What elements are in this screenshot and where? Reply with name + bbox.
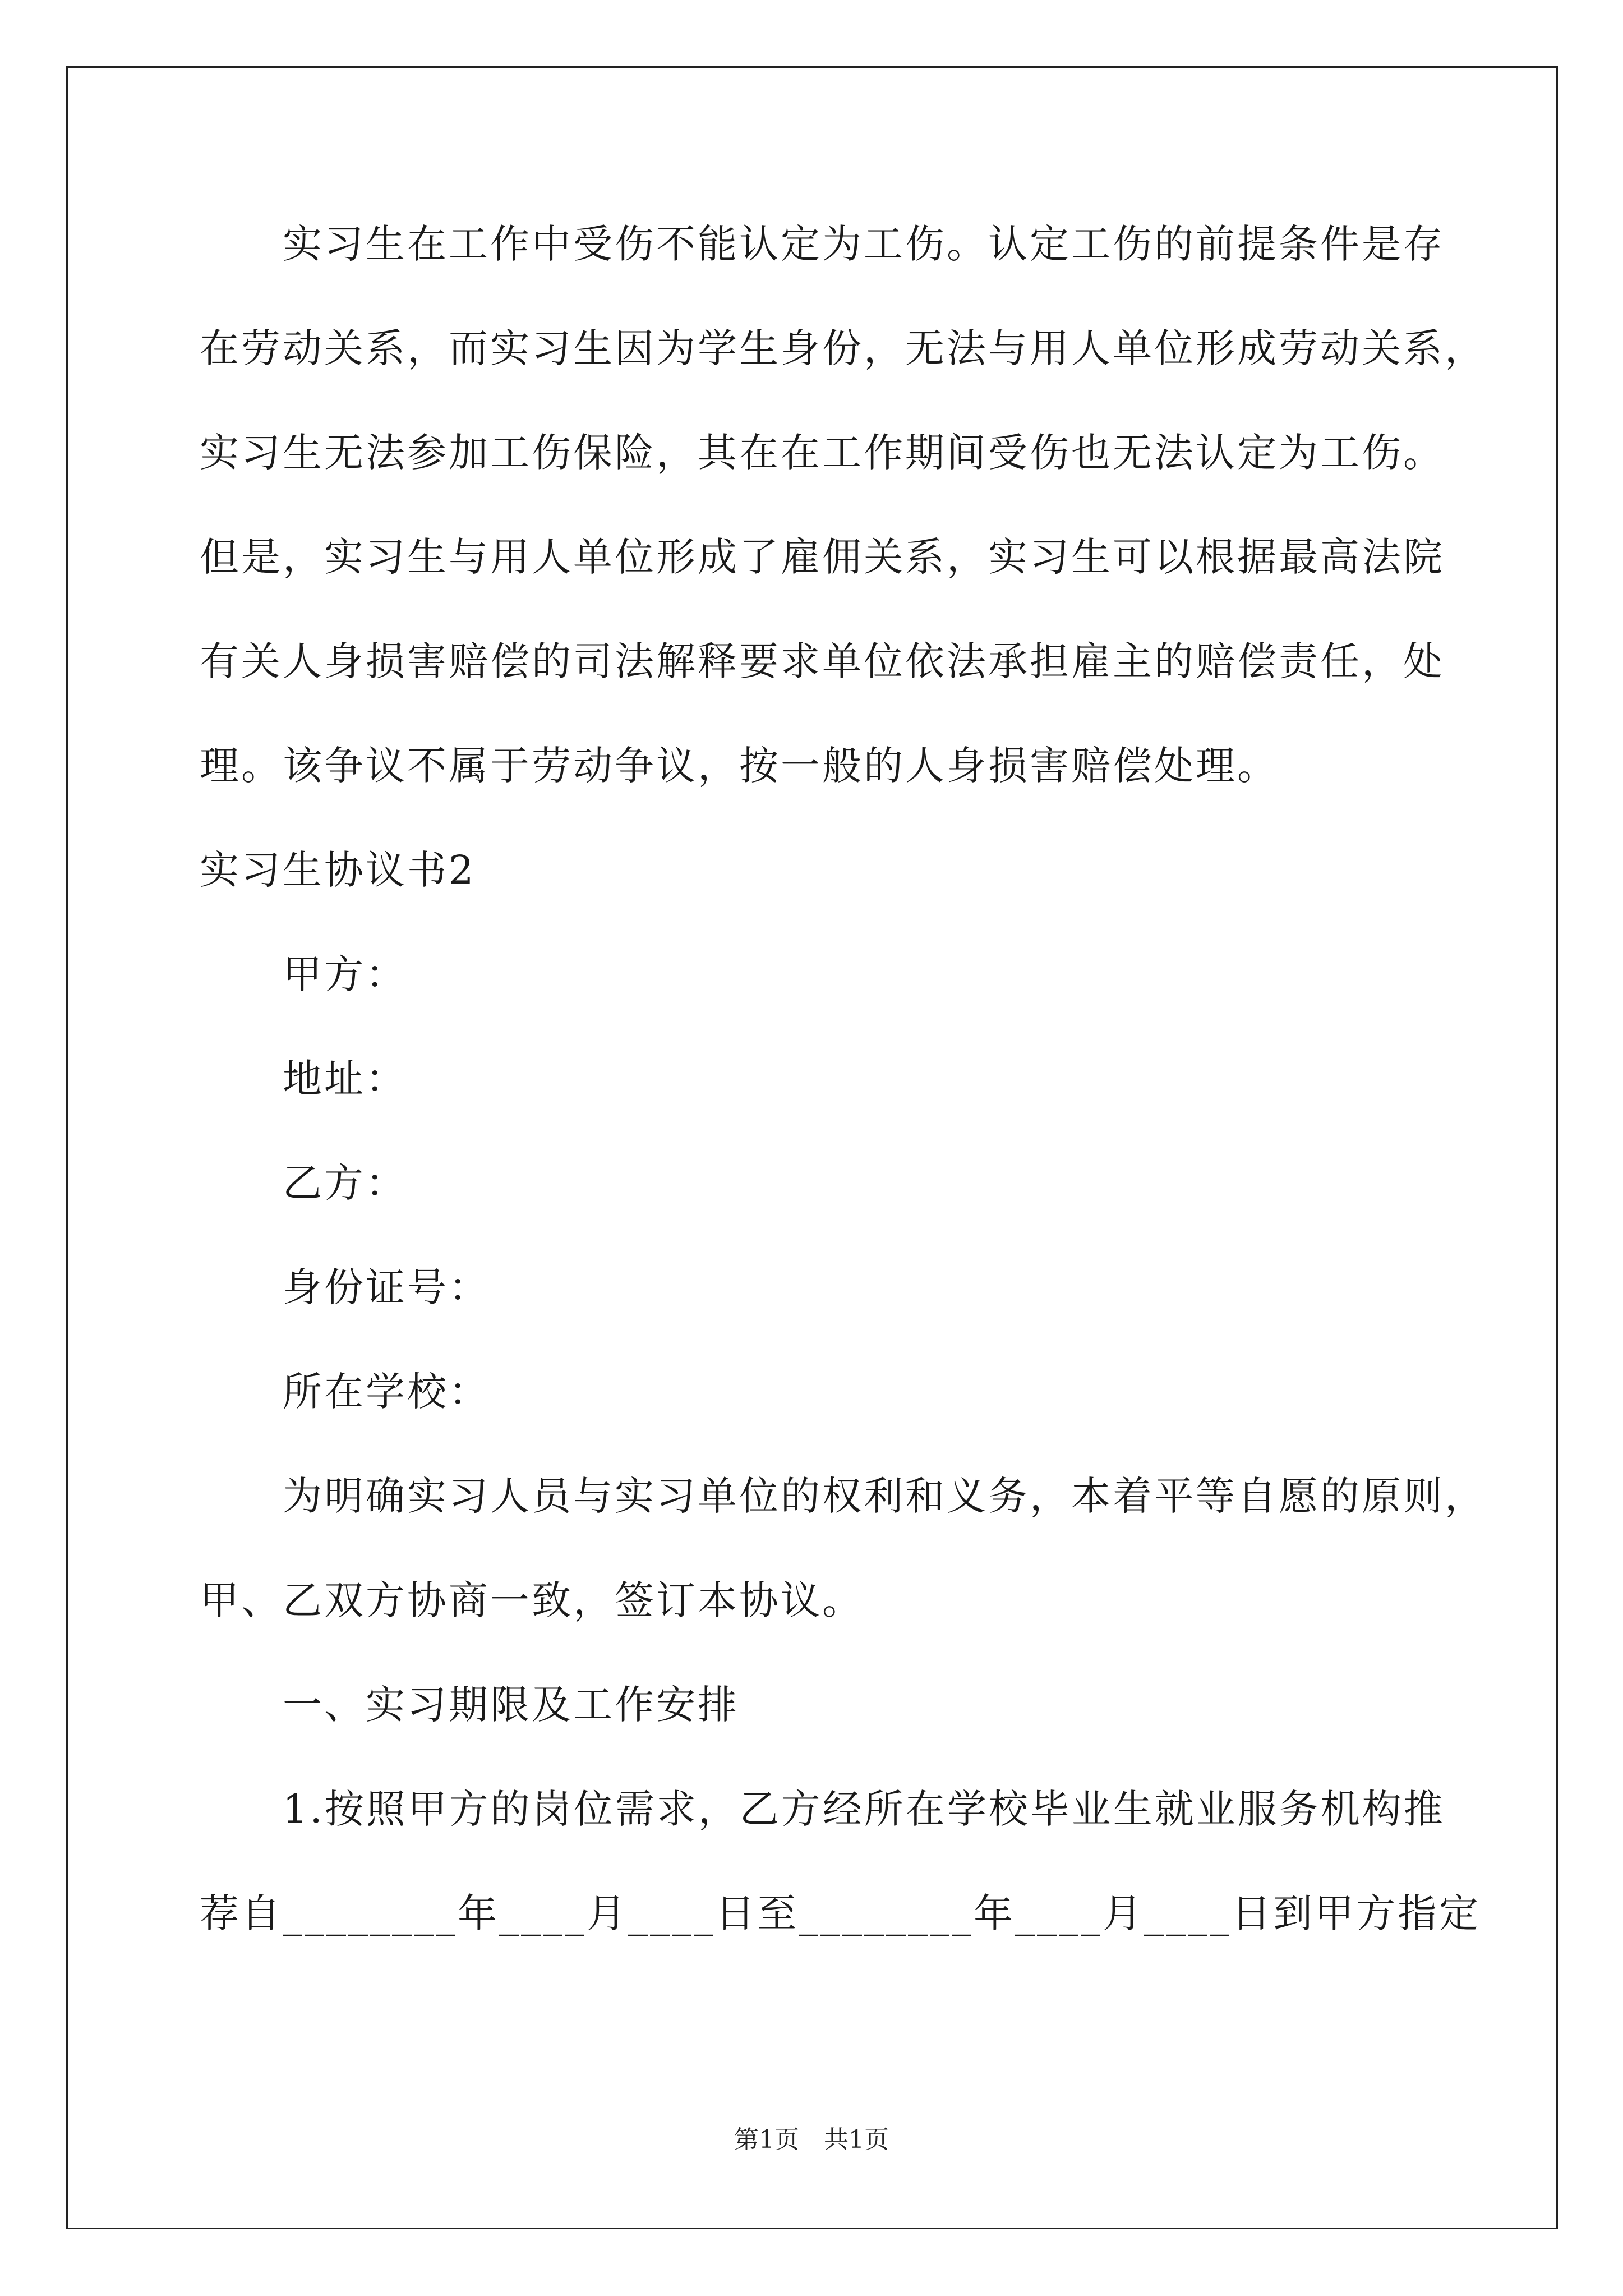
page-footer: 第1页 共1页 [734, 2125, 889, 2154]
school-label: 所在学校： [283, 1369, 490, 1415]
paragraph-line: 有关人身损害赔偿的司法解释要求单位依法承担雇主的赔偿责任，处 [200, 638, 1445, 684]
clause-line: 荐自________年____月____日至________年____月____日到甲方指定 [200, 1890, 1481, 1936]
paragraph-line: 但是，实习生与用人单位形成了雇佣关系，实习生可以根据最高法院 [200, 534, 1445, 580]
purpose-line: 甲、乙双方协商一致，签订本协议。 [200, 1577, 864, 1623]
paragraph-line: 在劳动关系，而实习生因为学生身份，无法与用人单位形成劳动关系， [200, 325, 1486, 371]
paragraph-line: 理。该争议不属于劳动争议，按一般的人身损害赔偿处理。 [200, 743, 1279, 789]
section-title: 实习生协议书2 [200, 847, 476, 893]
clause-heading: 一、实习期限及工作安排 [283, 1682, 739, 1728]
purpose-line: 为明确实习人员与实习单位的权利和义务，本着平等自愿的原则， [283, 1473, 1486, 1519]
party-b-label: 乙方： [283, 1160, 407, 1206]
paragraph-line: 实习生在工作中受伤不能认定为工伤。认定工伤的前提条件是存 [283, 221, 1445, 267]
clause-line: 1.按照甲方的岗位需求，乙方经所在学校毕业生就业服务机构推 [283, 1786, 1445, 1832]
paragraph-line: 实习生无法参加工伤保险，其在在工作期间受伤也无法认定为工伤。 [200, 430, 1445, 476]
party-a-label: 甲方： [283, 951, 407, 997]
address-label: 地址： [283, 1056, 407, 1102]
id-number-label: 身份证号： [283, 1264, 490, 1310]
